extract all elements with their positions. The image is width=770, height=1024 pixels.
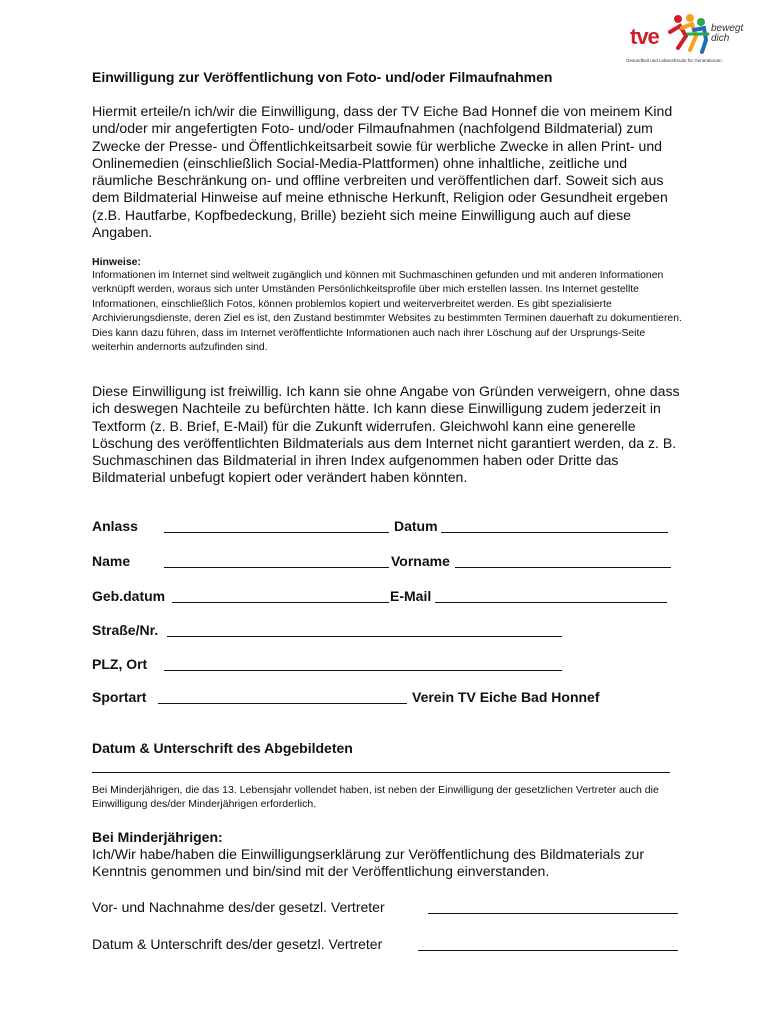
logo-figures-icon: [664, 14, 712, 56]
anlass-label: Anlass: [92, 518, 138, 534]
anlass-field[interactable]: [164, 532, 389, 533]
geb-datum-label: Geb.datum: [92, 588, 166, 604]
logo-slogan: [711, 24, 743, 44]
sportart-label: Sportart: [92, 689, 147, 705]
guardian-name-field[interactable]: [428, 913, 678, 914]
vorname-label: Vorname: [391, 553, 450, 569]
guardian-signature-field[interactable]: [418, 950, 678, 951]
logo-slogan-bottom: dich: [711, 33, 730, 44]
verein-label: Verein TV Eiche Bad Honnef: [412, 689, 600, 705]
name-label: Name: [92, 553, 131, 569]
strasse-label: Straße/Nr.: [92, 622, 159, 638]
email-field[interactable]: [435, 602, 667, 603]
name-field[interactable]: [164, 567, 389, 568]
minor-heading: Bei Minderjährigen:: [92, 829, 223, 845]
guardian-name-label: Vor- und Nachnahme des/der gesetzl. Vertreter: [92, 899, 385, 915]
tve-logo: [626, 14, 744, 66]
guardian-signature-label: Datum & Unterschrift des/der gesetzl. Vertreter: [92, 936, 383, 952]
hinweise-text: Informationen im Internet sind weltweit zugänglich und können mit Suchmaschinen gefunden und mit anderen Informationen verknüpft werden, woraus sich unter Umständen Persönlichkeitsprofile über mich erstellen lassen. Ins Internet gestellte Informationen, einschließlich Fotos, können problemlos kopiert und weiterverbreitet werden. Es gibt spezialisierte Archivierungsdienste, deren Ziel es ist, den Zustand bestimmter Websites zu bestimmten Terminen dauerhaft zu dokumentieren. Dies kann dazu führen, dass im Internet veröffentlichte Informationen auch nach ihrer Löschung auf der Ursprungs-Seite weiterhin andernorts aufzufinden sind.: [92, 270, 682, 354]
document-title: Einwilligung zur Veröffentlichung von Foto- und/oder Filmaufnahmen: [92, 69, 553, 85]
datum-label: Datum: [394, 518, 438, 534]
logo-slogan-top: bewegt: [711, 23, 744, 34]
signature-label: Datum & Unterschrift des Abgebildeten: [92, 740, 353, 756]
voluntary-paragraph: Diese Einwilligung ist freiwillig. Ich kann sie ohne Angabe von Gründen verweigern, ohne dass ich deswegen Nachteile zu befürchten hätte. Ich kann diese Einwilligung zudem jederzeit in Textform (z. B. Brief, E-Mail) für die Zukunft widerrufen. Gleichwohl kann eine generelle Löschung des veröffentlichten Bildmaterials aus dem Internet nicht garantiert werden, da z. B. Suchmaschinen das Bildmaterial in ihren Index aufgenommen haben oder Dritte das Bildmaterial unbefugt kopiert oder verändert haben könnten.: [92, 383, 680, 486]
geb-datum-field[interactable]: [172, 602, 389, 603]
minor-consent-text: Ich/Wir habe/haben die Einwilligungserklärung zur Veröffentlichung des Bildmaterials zur Kenntnis genommen und bin/sind mit der Veröffentlichung einverstanden.: [92, 846, 645, 880]
strasse-field[interactable]: [167, 636, 562, 637]
signature-field[interactable]: [92, 772, 670, 773]
sportart-field[interactable]: [158, 703, 407, 704]
logo-subtitle: Gesundheit und Lebensfreude für Generationen: [626, 58, 722, 63]
datum-field[interactable]: [441, 532, 668, 533]
email-label: E-Mail: [390, 588, 432, 604]
minor-age-note: Bei Minderjährigen, die das 13. Lebensjahr vollendet haben, ist neben der Einwilligung der gesetzlichen Vertreter auch die Einwilligung des/der Minderjährigen erforderlich.: [92, 784, 659, 811]
vorname-field[interactable]: [455, 567, 671, 568]
logo-wordmark: tve: [630, 24, 659, 49]
plz-ort-label: PLZ, Ort: [92, 656, 148, 672]
plz-ort-field[interactable]: [164, 670, 562, 671]
hinweise-heading: Hinweise:: [92, 256, 142, 268]
consent-paragraph: Hiermit erteile/n ich/wir die Einwilligung, dass der TV Eiche Bad Honnef die von meinem Kind und/oder mir angefertigten Foto- und/oder Filmaufnahmen (nachfolgend Bildmaterial) zum Zwecke der Presse- und Öffentlichkeitsarbeit sowie für werbliche Zwecke in allen Print- und Onlinemedien (einschließlich Social-Media-Plattformen) ohne inhaltliche, zeitliche und räumliche Beschränkung on- und offline verbreiten und veröffentlichen darf. Soweit sich aus dem Bildmaterial Hinweise auf meine ethnische Herkunft, Religion oder Gesundheit ergeben (z.B. Hautfarbe, Kopfbedeckung, Brille) bezieht sich meine Einwilligung auch auf diese Angaben.: [92, 103, 673, 241]
